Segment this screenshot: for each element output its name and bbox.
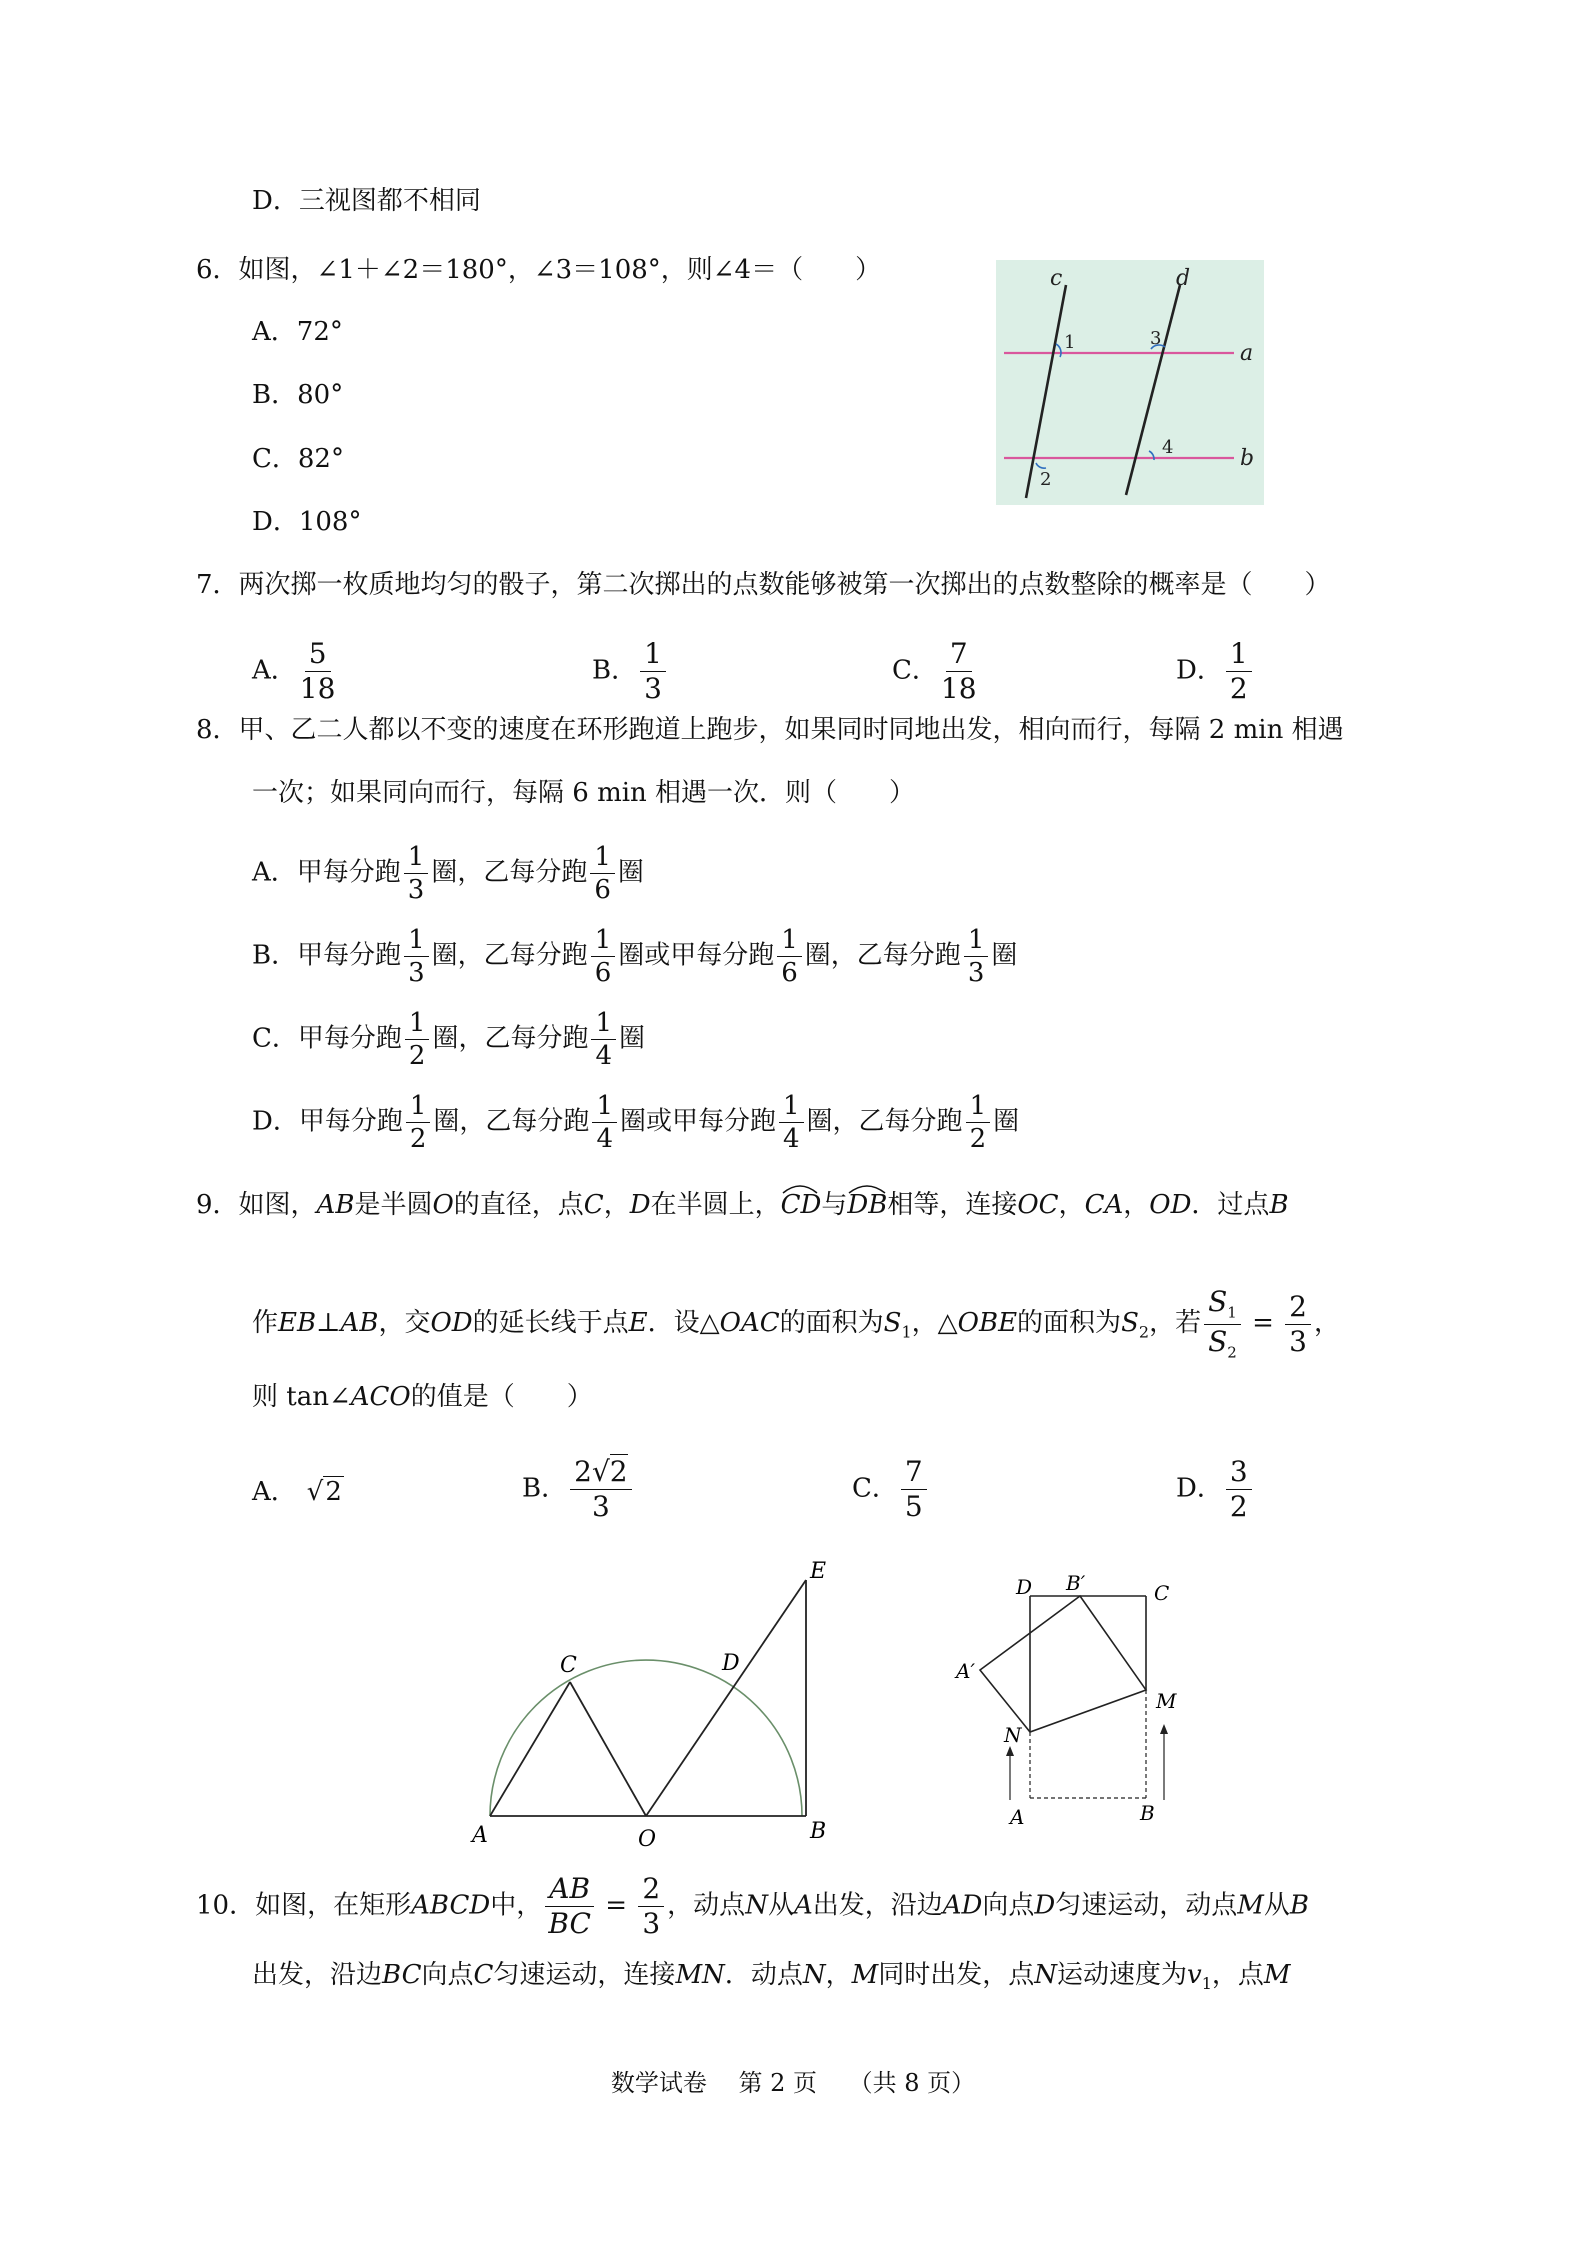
q8-b-text: 圈 <box>991 940 1018 971</box>
q9-text: 的直径，点 <box>453 1190 584 1220</box>
q9-var: AB <box>316 1190 355 1220</box>
q6-option-d: D．108° <box>252 507 362 537</box>
label-1: 1 <box>1064 332 1076 353</box>
label-4: 4 <box>1162 437 1174 458</box>
q9-a-value: 2 <box>325 1477 342 1507</box>
fig10-label-a1: A′ <box>956 1659 975 1683</box>
q7-option-b <box>592 637 669 705</box>
q10-frac-den: BC <box>548 1907 591 1940</box>
q9-ratio-eq-den: 3 <box>1289 1324 1307 1358</box>
q7-b-label: B． <box>592 655 638 686</box>
q7-d-den: 2 <box>1229 672 1248 705</box>
fig9-label-a: A <box>472 1823 488 1848</box>
q8-d-f2-num: 1 <box>592 1093 617 1123</box>
q9-ratio-num-s: S <box>1208 1285 1228 1318</box>
q8-d-f4-num: 1 <box>966 1093 991 1123</box>
fig10-label-c: C <box>1154 1581 1170 1605</box>
q10-text: 10．如图，在矩形 <box>196 1890 412 1921</box>
q9-option-a: A． √2 <box>252 1477 342 1507</box>
q9-text: 的面积为 <box>779 1308 884 1339</box>
q8-stem-line2: 一次；如果同向而行，每隔 6 min 相遇一次．则（ ） <box>252 778 916 808</box>
q7-c-den: 18 <box>940 672 977 705</box>
q9-arc-cd-text: CD <box>780 1190 822 1220</box>
q8-d-text: 圈 <box>993 1106 1020 1137</box>
q9-text: 与 <box>821 1190 848 1220</box>
q7-a-label: A． <box>252 655 297 686</box>
q10-text: 向点 <box>982 1890 1035 1921</box>
q10-line1: 10．如图，在矩形ABCD中， $\frac{AB}{BC}$ = $\frac{2}{3}$ ，动点N从A出发，沿边AD向点D匀速运动，动点M从B <box>196 1872 1310 1940</box>
q8-a-f1-num: 1 <box>404 844 429 874</box>
q9-d-label: D． <box>1176 1473 1223 1504</box>
q10-var: MN <box>675 1960 725 1990</box>
q10-var: N <box>745 1890 768 1921</box>
q9-c-den: 5 <box>904 1490 923 1523</box>
q8-b-f2-den: 6 <box>594 958 612 988</box>
q9-ratio-num-sub: 1 <box>1227 1303 1237 1322</box>
q9-b-num: 2 <box>574 1455 592 1488</box>
q6-option-b: B．80° <box>252 380 344 410</box>
q9-option-b: B． $\frac{2√2}{3}$ <box>522 1458 635 1521</box>
q9-b-rad: 2 <box>609 1455 628 1488</box>
q8-b-text: 甲每分跑 <box>297 940 402 971</box>
q9-c-num: 7 <box>901 1458 927 1490</box>
q9-var: CA <box>1084 1190 1124 1220</box>
q8-a-label: A． <box>252 857 297 888</box>
q10-frac-num: AB <box>545 1875 594 1907</box>
q7-b-den: 3 <box>644 672 662 705</box>
q10-var: AD <box>942 1890 983 1921</box>
q8-option-a <box>252 844 644 903</box>
q9-text: 作 <box>252 1308 279 1339</box>
q9-var: OC <box>1017 1190 1059 1220</box>
folded-quad <box>980 1596 1146 1732</box>
q9-var: B <box>1269 1190 1289 1220</box>
q9-arc-db <box>847 1188 887 1222</box>
q9-text: 是半圆 <box>354 1190 433 1220</box>
q8-b-text: 圈或甲每分跑 <box>618 940 775 971</box>
q7-option-c <box>892 637 980 705</box>
q9-b-label: B． <box>522 1473 568 1504</box>
label-3: 3 <box>1150 328 1162 349</box>
q6-stem: 6．如图，∠1＋∠2＝180°，∠3＝108°，则∠4＝（ ） <box>196 255 882 285</box>
q9-sub: 1 <box>901 1322 912 1342</box>
q9-arc-cd <box>781 1188 822 1222</box>
q9-text: ， <box>1313 1308 1340 1339</box>
q8-c-label: C． <box>252 1023 298 1054</box>
q9-text: ．设△ <box>647 1308 720 1339</box>
q9-ratio-den-s: S <box>1208 1324 1228 1358</box>
q9-var: S <box>883 1308 902 1339</box>
q9-sub: 2 <box>1138 1322 1150 1342</box>
q9-b-den: 3 <box>591 1490 610 1523</box>
q10-var: C <box>473 1960 494 1990</box>
q8-d-text: 圈，乙每分跑 <box>433 1106 590 1137</box>
q8-c-f1-num: 1 <box>405 1010 430 1040</box>
q10-text: ．动点 <box>724 1960 803 1990</box>
q10-var: N <box>802 1960 826 1990</box>
segment-oc <box>570 1682 646 1816</box>
label-d: d <box>1176 266 1191 291</box>
fig10-label-n: N <box>1004 1723 1022 1747</box>
q9-arc-db-text: DB <box>847 1190 888 1220</box>
q10-var: N <box>1034 1960 1057 1990</box>
fig10-label-d: D <box>1016 1575 1033 1599</box>
q7-d-num: 1 <box>1226 640 1252 672</box>
q9-var: OAC <box>719 1308 780 1339</box>
q7-option-a <box>252 637 338 705</box>
q9-text: ，△ <box>911 1308 958 1339</box>
q6-option-a: A．72° <box>252 317 343 347</box>
q9-var: D <box>629 1190 651 1220</box>
q8-b-f1-den: 3 <box>408 958 425 988</box>
arrow-n-head <box>1006 1746 1014 1756</box>
arc-icon <box>847 1182 887 1194</box>
q9-var: O <box>432 1190 454 1220</box>
q10-eq-den: 3 <box>642 1907 661 1940</box>
q8-d-f3-den: 4 <box>783 1124 800 1154</box>
q9-var: ACO <box>350 1382 411 1412</box>
label-2: 2 <box>1040 469 1052 490</box>
q9-figure <box>470 1560 850 1856</box>
q8-d-label: D． <box>252 1106 299 1137</box>
q10-var: A <box>793 1890 813 1921</box>
arc-icon <box>781 1182 819 1194</box>
q9-text: ，交 <box>378 1308 431 1339</box>
q9-var: OBE <box>957 1308 1018 1339</box>
q8-c-f2-num: 1 <box>591 1010 616 1040</box>
fig9-label-b: B <box>810 1819 827 1844</box>
fig9-label-c: C <box>560 1653 577 1678</box>
q9-text: 的值是（ ） <box>410 1382 593 1412</box>
q10-text: 出发，沿边 <box>812 1890 943 1921</box>
q8-stem-line1: 8．甲、乙二人都以不变的速度在环形跑道上跑步，如果同时同地出发，相向而行，每隔 2 min 相遇 <box>196 715 1344 745</box>
label-a: a <box>1240 341 1254 366</box>
q9-text: 则 tan∠ <box>252 1382 351 1412</box>
label-b: b <box>1240 446 1255 471</box>
q10-var: v <box>1187 1960 1202 1990</box>
q8-b-f4-den: 3 <box>967 958 985 988</box>
q10-text: 运动速度为 <box>1056 1960 1187 1990</box>
q10-sub: 1 <box>1201 1974 1212 1994</box>
q9-text: ， <box>1123 1190 1150 1220</box>
q8-b-f2-num: 1 <box>591 927 616 957</box>
q8-b-f3-num: 1 <box>777 927 802 957</box>
fig9-label-o: O <box>638 1827 657 1852</box>
q7-a-den: 18 <box>299 672 336 705</box>
q7-d-label: D． <box>1176 655 1223 686</box>
q10-text: 从 <box>767 1890 794 1921</box>
q8-a-text: 圈，乙每分跑 <box>431 857 588 888</box>
q10-text: 匀速运动，连接 <box>493 1960 676 1990</box>
q7-b-num: 1 <box>640 640 666 672</box>
q9-a-label: A． <box>252 1477 297 1507</box>
q8-b-f4-num: 1 <box>964 927 989 957</box>
q8-b-f3-den: 6 <box>781 958 798 988</box>
q10-var: BC <box>382 1960 422 1990</box>
fig9-label-d: D <box>722 1651 740 1676</box>
q10-eq-num: 2 <box>638 1875 664 1907</box>
q9-var: S <box>1121 1308 1139 1339</box>
q8-d-f1-num: 1 <box>406 1093 431 1123</box>
q9-option-d <box>1176 1455 1255 1523</box>
q10-text: ，动点 <box>667 1890 746 1921</box>
q6-option-c: C．82° <box>252 444 344 474</box>
q10-text: 出发，沿边 <box>252 1960 383 1990</box>
segment-oe <box>646 1580 806 1816</box>
q8-b-label: B． <box>252 940 298 971</box>
q8-d-f3-num: 1 <box>779 1093 804 1123</box>
q8-a-f1-den: 3 <box>407 875 425 905</box>
q8-c-text: 甲每分跑 <box>297 1023 402 1054</box>
q10-line2: 出发，沿边BC向点C匀速运动，连接MN．动点N，M同时出发，点N运动速度为$v_1$，点M <box>252 1960 1291 1994</box>
q8-d-text: 甲每分跑 <box>298 1106 403 1137</box>
q7-c-label: C． <box>892 655 938 686</box>
q9-line3 <box>252 1380 593 1414</box>
q9-var: C <box>583 1190 604 1220</box>
page-footer: 数学试卷 第 2 页 （共 8 页） <box>610 2069 976 2097</box>
q8-c-f2-den: 4 <box>595 1041 613 1071</box>
q9-d-num: 3 <box>1226 1458 1252 1490</box>
q10-text: 中， <box>490 1890 543 1921</box>
q8-c-f1-den: 2 <box>408 1041 426 1071</box>
q9-ratio-den-sub: 2 <box>1227 1343 1237 1362</box>
q9-line1 <box>196 1188 1289 1222</box>
q8-d-text: 圈，乙每分跑 <box>806 1106 963 1137</box>
q9-d-den: 2 <box>1229 1490 1248 1523</box>
q8-a-text: 圈 <box>617 857 644 888</box>
q10-text: 匀速运动，动点 <box>1055 1890 1238 1921</box>
q9-var: E <box>628 1308 648 1339</box>
q9-text: ．过点 <box>1191 1190 1270 1220</box>
q9-text: ，若 <box>1149 1308 1202 1339</box>
q10-text: 同时出发，点 <box>878 1960 1035 1990</box>
q9-text: ， <box>1058 1190 1085 1220</box>
q9-ratio-fraction <box>1204 1285 1241 1362</box>
q8-c-text: 圈 <box>619 1023 646 1054</box>
q9-text: ， <box>603 1190 630 1220</box>
q7-c-num: 7 <box>946 640 972 672</box>
q10-var: M <box>851 1960 879 1990</box>
fig10-label-a: A <box>1010 1805 1025 1829</box>
fig9-label-e: E <box>810 1560 827 1584</box>
label-c: c <box>1050 266 1063 291</box>
q9-ratio-eq-num: 2 <box>1285 1293 1311 1325</box>
q7-a-num: 5 <box>305 640 331 672</box>
fig10-label-b: B <box>1140 1801 1155 1825</box>
q8-option-b <box>252 927 1017 986</box>
q9-var: OD <box>1149 1190 1192 1220</box>
q8-d-f2-den: 4 <box>596 1124 613 1154</box>
q8-d-text: 圈或甲每分跑 <box>619 1106 776 1137</box>
q9-var: EB⊥AB <box>278 1308 379 1339</box>
q9-c-label: C． <box>852 1473 898 1504</box>
q8-b-f1-num: 1 <box>404 927 429 957</box>
q8-a-text: 甲每分跑 <box>296 857 401 888</box>
arrow-m-head <box>1160 1724 1168 1734</box>
q8-option-c <box>252 1010 645 1069</box>
q10-text: 向点 <box>421 1960 474 1990</box>
q9-text: 在半圆上， <box>650 1190 781 1220</box>
q7-stem: 7．两次掷一枚质地均匀的骰子，第二次掷出的点数能够被第一次掷出的点数整除的概率是（ ） <box>196 570 1331 600</box>
q9-text: 9．如图， <box>196 1190 317 1220</box>
q9-text: 相等，连接 <box>887 1190 1018 1220</box>
q9-option-c <box>852 1455 930 1523</box>
q8-b-text: 圈，乙每分跑 <box>804 940 961 971</box>
q6-figure-background <box>996 260 1264 505</box>
segment-ca <box>490 1682 570 1816</box>
q8-b-text: 圈，乙每分跑 <box>431 940 588 971</box>
q8-d-f4-den: 2 <box>969 1124 987 1154</box>
q10-var: D <box>1034 1890 1056 1921</box>
q10-var: M <box>1263 1960 1291 1990</box>
q9-line2: 作EB⊥AB，交OD的延长线于点E．设△OAC的面积为$S_1$，△OBE的面积为$S_2$，若 $\frac{S_1}{S_2}$ = $\frac{2}{3}$ ， <box>252 1285 1340 1362</box>
fig10-label-b1: B′ <box>1066 1571 1086 1595</box>
q9-text: 的延长线于点 <box>472 1308 629 1339</box>
q8-d-f1-den: 2 <box>409 1124 427 1154</box>
fig10-label-m: M <box>1156 1689 1177 1713</box>
q7-option-d <box>1176 637 1255 705</box>
q8-c-text: 圈，乙每分跑 <box>432 1023 589 1054</box>
q9-text: 的面积为 <box>1017 1308 1122 1339</box>
q5-option-d: D．三视图都不相同 <box>252 186 481 216</box>
q10-var: B <box>1289 1890 1310 1921</box>
q10-var: M <box>1237 1890 1264 1921</box>
q9-var: OD <box>430 1308 473 1339</box>
q8-option-d <box>252 1093 1019 1152</box>
q10-figure <box>950 1570 1190 1830</box>
q8-a-f2-num: 1 <box>590 844 615 874</box>
q8-a-f2-den: 6 <box>594 875 611 905</box>
q10-text: 从 <box>1263 1890 1290 1921</box>
q10-var: ABCD <box>411 1890 491 1921</box>
q10-text: ，点 <box>1211 1960 1264 1990</box>
q6-figure <box>996 260 1264 505</box>
